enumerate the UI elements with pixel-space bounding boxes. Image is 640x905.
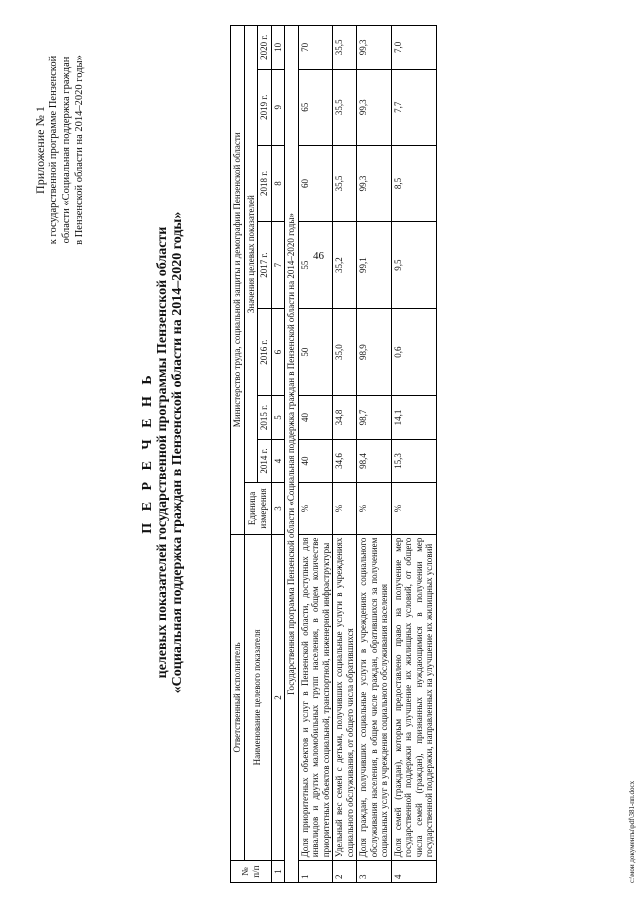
row-value: 70: [298, 26, 333, 70]
document-heading: [140, 0, 185, 905]
indicators-table: [230, 25, 437, 883]
col-number: 10: [271, 26, 285, 70]
row-value: 35,5: [333, 69, 357, 145]
row-value: 99,3: [357, 26, 392, 70]
row-unit: %: [333, 483, 357, 534]
row-value: 35,5: [333, 26, 357, 70]
header-responsible-value: Министерство труда, социальной защиты и демографии Пензенской области: [231, 26, 245, 535]
col-number: 5: [271, 396, 285, 440]
row-num: 3: [357, 861, 392, 883]
row-value: 50: [298, 309, 333, 396]
heading-line-1: целевых показателей государственной программы Пензенской области: [155, 226, 170, 679]
row-value: 34,8: [333, 396, 357, 440]
row-value: 65: [298, 69, 333, 145]
row-value: 35,5: [333, 145, 357, 221]
row-value: 15,3: [391, 439, 436, 483]
row-value: 35,0: [333, 309, 357, 396]
row-value: 7,0: [391, 26, 436, 70]
row-value: 60: [298, 145, 333, 221]
row-unit: %: [391, 483, 436, 534]
file-path-footer: c:\мои документы\pdf\381-пп.docx: [628, 780, 636, 883]
heading-line-2: «Социальная поддержка граждан в Пензенской области на 2014–2020 годы»: [170, 211, 185, 694]
table-row: [333, 26, 357, 883]
header-year: 2015 г.: [258, 396, 272, 440]
row-value: 98,9: [357, 309, 392, 396]
header-year: 2019 г.: [258, 69, 272, 145]
col-number: 8: [271, 145, 285, 221]
appendix-line: области «Социальная поддержка граждан: [61, 56, 72, 244]
column-numbers-row: [271, 26, 285, 883]
header-year: 2018 г.: [258, 145, 272, 221]
row-num: 2: [333, 861, 357, 883]
row-value: 98,7: [357, 396, 392, 440]
row-unit: %: [357, 483, 392, 534]
row-value: 40: [298, 396, 333, 440]
program-row: Государственная программа Пензенской области «Социальная поддержка граждан в Пензенской области на 2014–2020 годы»: [285, 26, 299, 883]
row-value: 35,2: [333, 222, 357, 309]
col-number: 9: [271, 69, 285, 145]
header-values: Значения целевых показателей: [244, 26, 258, 483]
appendix-line: к государственной программе Пензенской: [48, 55, 59, 245]
appendix-number: Приложение № 1: [33, 106, 47, 194]
appendix-note: [34, 15, 86, 285]
row-unit: %: [298, 483, 333, 534]
row-value: 8,5: [391, 145, 436, 221]
header-year: 2017 г.: [258, 222, 272, 309]
row-value: 0,6: [391, 309, 436, 396]
row-value: 99,1: [357, 222, 392, 309]
table-row: [391, 26, 436, 883]
header-num: № п/п: [231, 861, 272, 883]
row-value: 99,3: [357, 145, 392, 221]
header-indicator-name: Наименование целевого показателя: [244, 534, 271, 861]
row-indicator-name: Доля приоритетных объектов и услуг в Пензенской области, доступных для инвалидов и других маломобильных групп населения, в общем количестве приоритетных объектов социальной, транспортной, инженерной инфраструктуры: [298, 534, 333, 861]
header-year: 2016 г.: [258, 309, 272, 396]
row-value: 55: [298, 222, 333, 309]
table-row: [298, 26, 333, 883]
appendix-line: в Пензенской области на 2014–2020 годы»: [74, 55, 85, 245]
col-number: 2: [271, 534, 285, 861]
row-num: 1: [298, 861, 333, 883]
row-num: 4: [391, 861, 436, 883]
col-number: 1: [271, 861, 285, 883]
row-indicator-name: Доля семей (граждан), которым предоставлено право на получение мер государственной поддержки на улучшение их жилищных условий, от общего числа семей (граждан), признанных нуждающимися в получении мер государственной поддержки, направленных на улучшение их жилищных условий: [391, 534, 436, 861]
row-indicator-name: Доля граждан, получивших социальные услуги в учреждениях социального обслуживания населения, в общем числе граждан, обратившихся за получением социальных услуг в учреждения социального обслуживания населения: [357, 534, 392, 861]
row-value: 34,6: [333, 439, 357, 483]
document-title: П Е Р Е Ч Е Н Ь: [140, 371, 155, 534]
col-number: 4: [271, 439, 285, 483]
row-value: 9,5: [391, 222, 436, 309]
col-number: 3: [271, 483, 285, 534]
header-responsible: Ответственный исполнитель: [231, 534, 245, 861]
header-unit: Единица измерения: [244, 483, 271, 534]
page-number: 46: [313, 250, 324, 262]
row-value: 14,1: [391, 396, 436, 440]
row-value: 40: [298, 439, 333, 483]
col-number: 6: [271, 309, 285, 396]
row-value: 98,4: [357, 439, 392, 483]
row-value: 7,7: [391, 69, 436, 145]
header-year: 2014 г.: [258, 439, 272, 483]
col-number: 7: [271, 222, 285, 309]
row-value: 99,3: [357, 69, 392, 145]
table-row: [357, 26, 392, 883]
header-year: 2020 г.: [258, 26, 272, 70]
row-indicator-name: Удельный вес семей с детьми, получивших социальные услуги в учреждениях социального обслуживания, от общего числа обратившихся: [333, 534, 357, 861]
